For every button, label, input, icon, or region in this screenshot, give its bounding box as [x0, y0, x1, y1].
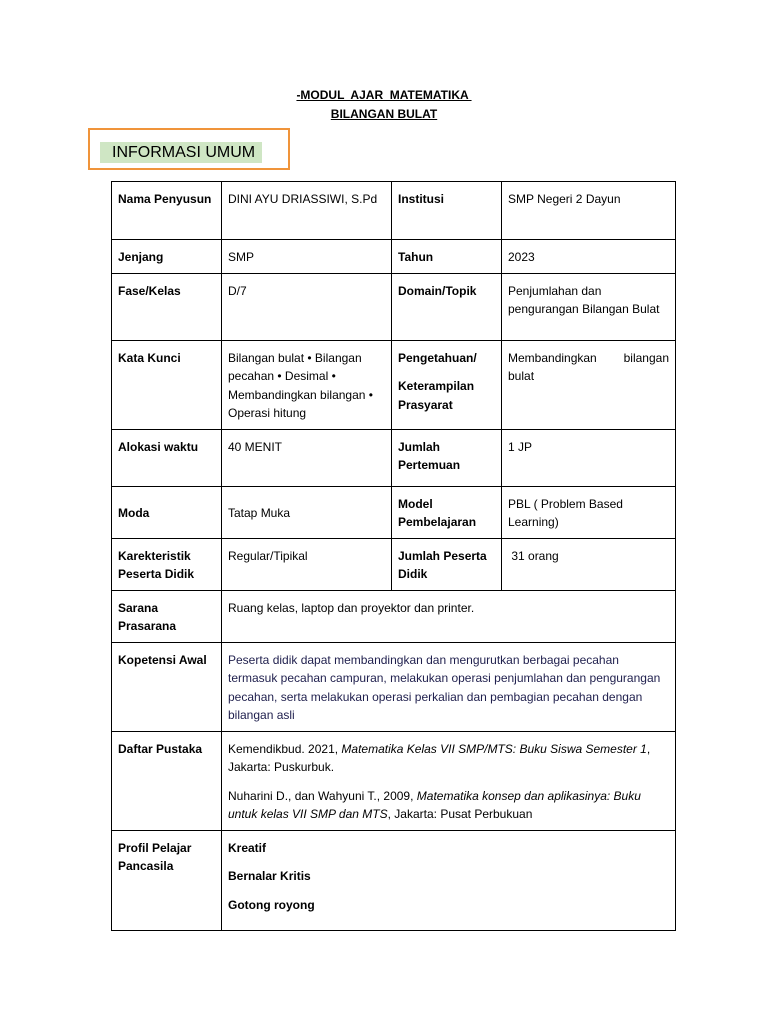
table-row: [112, 240, 676, 274]
label-pengetahuan-line1: Pengetahuan/: [398, 350, 477, 365]
label-pengetahuan-line2: Keterampilan Prasyarat: [398, 379, 475, 412]
table-row: [112, 182, 676, 240]
label-kompetensi-awal: Kopetensi Awal: [112, 642, 222, 731]
value-nama-penyusun: DINI AYU DRIASSIWI, S.Pd: [222, 182, 392, 240]
label-kata-kunci: Kata Kunci: [112, 340, 222, 429]
table-row: [112, 642, 676, 731]
value-tahun: 2023: [502, 240, 676, 274]
label-jenjang: Jenjang: [112, 240, 222, 274]
label-domain-topik: Domain/Topik: [392, 273, 502, 340]
value-karakteristik: Regular/Tipikal: [222, 538, 392, 590]
value-jumlah-pertemuan: 1 JP: [502, 429, 676, 486]
value-kata-kunci: Bilangan bulat • Bilangan pecahan • Desimal • Membandingkan bilangan • Operasi hitung: [222, 340, 392, 429]
value-daftar-pustaka: [222, 731, 676, 830]
profil-item: Bernalar Kritis: [228, 869, 311, 883]
value-moda: Tatap Muka: [222, 486, 392, 538]
label-nama-penyusun: Nama Penyusun: [112, 182, 222, 240]
section-header-text: INFORMASI UMUM: [112, 144, 256, 161]
info-table: [111, 181, 676, 931]
value-sarana: Ruang kelas, laptop dan proyektor dan printer.: [222, 590, 676, 642]
label-jumlah-peserta: Jumlah Peserta Didik: [392, 538, 502, 590]
label-fase-kelas: Fase/Kelas: [112, 273, 222, 340]
table-row: [112, 731, 676, 830]
profil-item: Gotong royong: [228, 897, 315, 912]
table-row: [112, 340, 676, 429]
reference-2: Nuharini D., dan Wahyuni T., 2009, Matematika konsep dan aplikasinya: Buku untuk kelas VII SMP dan MTS, Jakarta: Pusat Perbukuan: [228, 788, 641, 821]
value-kompetensi-awal: Peserta didik dapat membandingkan dan mengurutkan berbagai pecahan termasuk pecahan campuran, melakukan operasi penjumlahan dan pengurangan pecahan, serta melakukan operasi perkalian dan pembagian pecahan dengan bilangan asli: [222, 642, 676, 731]
label-karakteristik: Karekteristik Peserta Didik: [112, 538, 222, 590]
label-pengetahuan-prasyarat: [392, 340, 502, 429]
label-tahun: Tahun: [392, 240, 502, 274]
document-subtitle: BILANGAN BULAT: [330, 107, 438, 121]
label-moda: Moda: [112, 486, 222, 538]
table-row: [112, 538, 676, 590]
value-model-pembelajaran: PBL ( Problem Based Learning): [502, 486, 676, 538]
label-model-pembelajaran: Model Pembelajaran: [392, 486, 502, 538]
document-title: -MODUL AJAR MATEMATIKA: [296, 88, 472, 102]
value-pengetahuan-prasyarat: Membandingkan bilangan bulat: [502, 340, 676, 429]
value-jumlah-peserta: 31 orang: [502, 538, 676, 590]
value-jenjang: SMP: [222, 240, 392, 274]
table-row: [112, 486, 676, 538]
reference-1: Kemendikbud. 2021, Matematika Kelas VII SMP/MTS: Buku Siswa Semester 1, Jakarta: Puskurbuk.: [228, 741, 651, 774]
value-institusi: SMP Negeri 2 Dayun: [502, 182, 676, 240]
table-row: [112, 429, 676, 486]
value-fase-kelas: D/7: [222, 273, 392, 340]
profil-item: Kreatif: [228, 840, 267, 855]
label-sarana: Sarana Prasarana: [112, 590, 222, 642]
table-row: [112, 273, 676, 340]
label-jumlah-pertemuan: Jumlah Pertemuan: [392, 429, 502, 486]
value-alokasi-waktu: 40 MENIT: [222, 429, 392, 486]
value-profil-pelajar: [222, 830, 676, 931]
section-header-box: [88, 128, 290, 170]
table-row: [112, 590, 676, 642]
value-domain-topik: Penjumlahan dan pengurangan Bilangan Bulat: [502, 273, 676, 340]
section-header-label: [100, 142, 262, 163]
label-alokasi-waktu: Alokasi waktu: [112, 429, 222, 486]
label-profil-pelajar: Profil Pelajar Pancasila: [112, 830, 222, 931]
label-institusi: Institusi: [392, 182, 502, 240]
table-row: [112, 830, 676, 931]
label-daftar-pustaka: Daftar Pustaka: [112, 731, 222, 830]
